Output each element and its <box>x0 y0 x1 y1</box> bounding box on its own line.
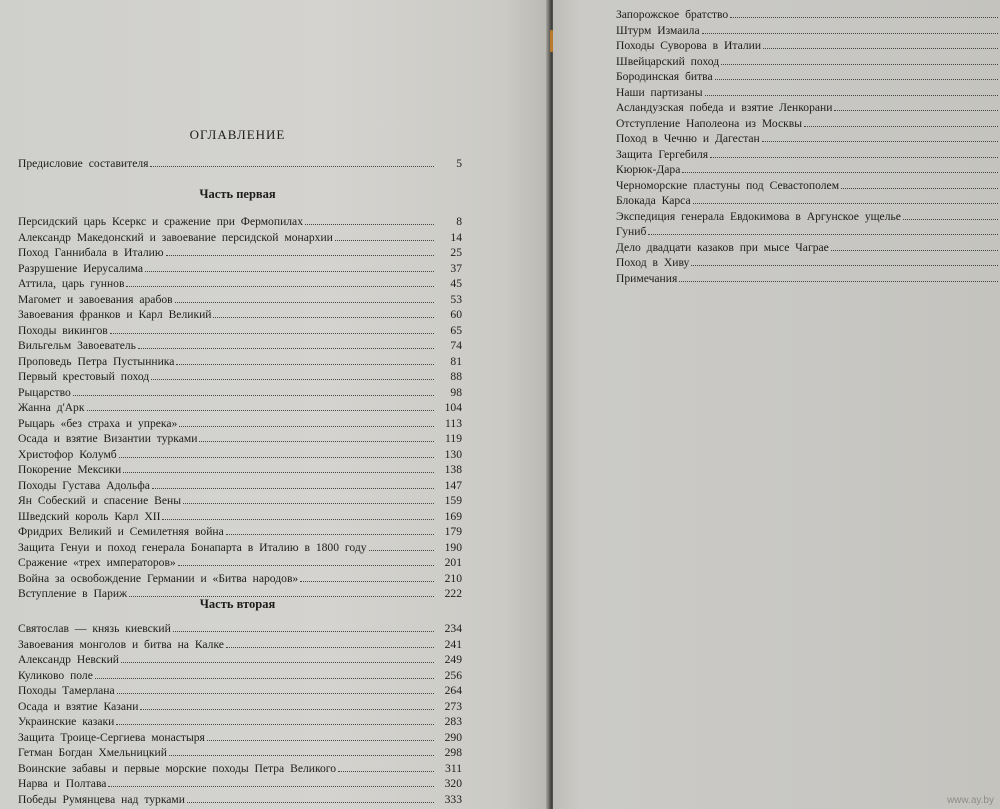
toc-entry[interactable] <box>18 307 462 323</box>
entry-title: Отступление Наполеона из Москвы <box>616 116 803 130</box>
leader-dots <box>119 457 434 458</box>
toc-entry-preface[interactable] <box>18 156 462 172</box>
entry-title: Война за освобождение Германии и «Битва народов» <box>18 571 299 585</box>
toc-entry[interactable] <box>616 209 1000 225</box>
right-page-list <box>616 7 1000 286</box>
entry-page: 273 <box>444 699 462 713</box>
leader-dots <box>702 33 998 34</box>
entry-page: 25 <box>450 246 462 259</box>
entry-page: 264 <box>444 684 462 697</box>
entry-page: 8 <box>456 215 462 228</box>
part-one-list <box>18 214 462 602</box>
leader-dots <box>151 379 434 380</box>
entry-title: Украинские казаки <box>18 715 115 728</box>
entry-page: 53 <box>450 292 462 306</box>
leader-dots <box>226 647 434 648</box>
entry-page: 159 <box>444 494 462 507</box>
leader-dots <box>162 519 434 520</box>
entry-page: 130 <box>444 447 462 461</box>
toc-entry[interactable] <box>616 38 1000 54</box>
leader-dots <box>721 64 998 65</box>
toc-entry[interactable] <box>18 385 462 401</box>
entry-title: Рыцарь «без страха и упрека» <box>18 416 178 430</box>
entry-title: Экспедиция генерала Евдокимова в Аргунское ущелье <box>616 209 901 223</box>
toc-entry[interactable] <box>18 699 462 715</box>
leader-dots <box>73 395 434 396</box>
leader-dots <box>95 678 434 679</box>
leader-dots <box>831 250 998 251</box>
entry-page: 320 <box>444 777 462 790</box>
entry-page: 249 <box>444 653 462 666</box>
entry-title: Шведский король Карл XII <box>18 509 161 523</box>
entry-title: Походы Тамерлана <box>18 684 115 697</box>
entry-title: Бородинская битва <box>616 70 713 83</box>
entry-title: Воинские забавы и первые морские походы Петра Великого <box>18 761 337 775</box>
leader-dots <box>126 286 434 287</box>
toc-entry[interactable] <box>18 761 462 777</box>
leader-dots <box>169 755 434 756</box>
entry-page: 256 <box>444 668 462 682</box>
toc-entry[interactable] <box>18 571 462 587</box>
entry-page: 104 <box>444 401 462 414</box>
toc-entry[interactable] <box>18 714 462 730</box>
entry-page: 201 <box>444 556 462 569</box>
leader-dots <box>841 188 998 189</box>
entry-title: Штурм Измаила <box>616 23 700 37</box>
leader-dots <box>176 364 434 365</box>
entry-title: Походы викингов <box>18 323 108 337</box>
leader-dots <box>369 550 434 551</box>
watermark: www.ay.by <box>946 795 994 806</box>
leader-dots <box>903 219 998 220</box>
toc-entry[interactable] <box>18 540 462 556</box>
entry-title: Защита Гергебиля <box>616 147 709 161</box>
toc-entry[interactable] <box>616 193 1000 209</box>
toc-entry[interactable] <box>18 776 462 792</box>
toc-entry[interactable] <box>18 400 462 416</box>
toc-entry[interactable] <box>616 178 1000 194</box>
leader-dots <box>682 172 998 173</box>
toc-entry[interactable] <box>18 416 462 432</box>
entry-title: Нарва и Полтава <box>18 777 107 790</box>
leader-dots <box>226 534 434 535</box>
entry-title: Разрушение Иерусалима <box>18 261 144 275</box>
toc-entry[interactable] <box>616 69 1000 85</box>
leader-dots <box>173 631 434 632</box>
entry-title: Александр Македонский и завоевание персидской монархии <box>18 230 333 244</box>
leader-dots <box>152 488 434 489</box>
toc-entry[interactable] <box>616 85 1000 101</box>
entry-title: Аттила, царь гуннов <box>18 277 125 290</box>
toc-entry[interactable] <box>18 369 462 385</box>
leader-dots <box>693 203 998 204</box>
leader-dots <box>110 333 434 334</box>
entry-title: Гетман Богдан Хмельницкий <box>18 746 167 759</box>
entry-title: Святослав — князь киевский <box>18 622 171 635</box>
leader-dots <box>335 240 434 241</box>
entry-title: Христофор Колумб <box>18 447 117 461</box>
entry-page: 60 <box>450 308 462 321</box>
entry-page: 241 <box>444 637 462 651</box>
entry-title: Гуниб <box>616 225 647 238</box>
entry-page: 169 <box>444 509 462 523</box>
leader-dots <box>145 271 434 272</box>
part-two-heading: Часть вторая <box>199 597 276 611</box>
entry-title: Запорожское братство <box>616 8 729 21</box>
entry-page: 179 <box>444 525 462 538</box>
toc-entry[interactable] <box>616 23 1000 39</box>
part-two-list <box>18 621 462 807</box>
leader-dots <box>179 426 434 427</box>
entry-title: Черноморские пластуны под Севастополем <box>616 178 840 192</box>
leader-dots <box>199 441 434 442</box>
entry-page: 190 <box>444 540 462 554</box>
toc-entry[interactable] <box>18 493 462 509</box>
entry-title: Поход в Чечню и Дагестан <box>616 132 760 145</box>
toc-entry[interactable] <box>18 431 462 447</box>
entry-page: 138 <box>444 463 462 476</box>
entry-page: 81 <box>450 354 462 368</box>
preface-list <box>18 156 462 172</box>
toc-entry[interactable] <box>18 668 462 684</box>
leader-dots <box>178 565 434 566</box>
toc-entry[interactable] <box>18 462 462 478</box>
leader-dots <box>183 503 434 504</box>
toc-entry[interactable] <box>616 54 1000 70</box>
leader-dots <box>762 141 998 142</box>
entry-title: Кюрюк-Дара <box>616 163 681 176</box>
leader-dots <box>705 95 998 96</box>
entry-title: Магомет и завоевания арабов <box>18 292 173 306</box>
entry-title: Швейцарский поход <box>616 54 720 68</box>
leader-dots <box>834 110 998 111</box>
entry-title: Ян Собеский и спасение Вены <box>18 494 181 507</box>
entry-title: Защита Троице-Сергиева монастыря <box>18 730 205 744</box>
entry-title: Жанна д'Арк <box>18 401 85 414</box>
entry-title: Проповедь Петра Пустынника <box>18 354 175 368</box>
entry-title: Персидский царь Ксеркс и сражение при Фермопилах <box>18 215 303 228</box>
entry-title: Осада и взятие Казани <box>18 699 139 713</box>
entry-title: Вступление в Париж <box>18 587 128 600</box>
toc-entry[interactable] <box>18 354 462 370</box>
entry-title: Дело двадцати казаков при мысе Чаграе <box>616 240 829 254</box>
entry-title: Покорение Мексики <box>18 463 122 476</box>
entry-page: 119 <box>445 432 462 445</box>
entry-page: 210 <box>444 571 462 585</box>
leader-dots <box>763 48 998 49</box>
leader-dots <box>166 255 435 256</box>
toc-entry[interactable] <box>616 271 1000 287</box>
toc-entry[interactable] <box>18 509 462 525</box>
entry-page: 45 <box>450 277 462 290</box>
leader-dots <box>117 693 434 694</box>
toc-entry[interactable] <box>18 276 462 292</box>
toc-entry[interactable] <box>18 730 462 746</box>
entry-title: Завоевания монголов и битва на Калке <box>18 637 224 651</box>
toc-entry[interactable] <box>18 524 462 540</box>
entry-title: Походы Суворова в Италии <box>616 39 762 52</box>
leader-dots <box>710 157 998 158</box>
entry-page: 234 <box>444 622 462 635</box>
toc-entry[interactable] <box>18 292 462 308</box>
entry-title: Вильгельм Завоеватель <box>18 339 136 352</box>
toc-entry[interactable] <box>18 637 462 653</box>
toc-entry[interactable] <box>616 224 1000 240</box>
entry-page: 333 <box>444 792 462 806</box>
toc-entry[interactable] <box>18 683 462 699</box>
toc-entry[interactable] <box>18 447 462 463</box>
entry-title: Сражение «трех императоров» <box>18 556 176 569</box>
toc-entry[interactable] <box>18 245 462 261</box>
toc-entry[interactable] <box>616 100 1000 116</box>
entry-page: 98 <box>450 385 462 399</box>
leader-dots <box>121 662 434 663</box>
leader-dots <box>87 410 435 411</box>
toc-entry[interactable] <box>18 323 462 339</box>
part-one-heading: Часть первая <box>199 187 276 201</box>
entry-page: 222 <box>444 587 462 600</box>
toc-entry[interactable] <box>616 147 1000 163</box>
entry-title: Наши партизаны <box>616 85 703 99</box>
entry-title: Поход Ганнибала в Италию <box>18 246 164 259</box>
entry-title: Асландузская победа и взятие Ленкорани <box>616 101 833 114</box>
leader-dots <box>123 472 434 473</box>
toc-entry[interactable] <box>616 131 1000 147</box>
leader-dots <box>213 317 434 318</box>
toc-entry[interactable] <box>18 745 462 761</box>
entry-title: Победы Румянцева над турками <box>18 792 185 806</box>
leader-dots <box>207 740 434 741</box>
leader-dots <box>338 771 434 772</box>
entry-page: 74 <box>450 339 462 352</box>
leader-dots <box>108 786 434 787</box>
leader-dots <box>300 581 434 582</box>
entry-page: 283 <box>444 715 462 728</box>
toc-entry[interactable] <box>18 792 462 808</box>
leader-dots <box>187 802 434 803</box>
entry-title: Александр Невский <box>18 653 119 666</box>
toc-entry[interactable] <box>18 652 462 668</box>
leader-dots <box>715 79 998 80</box>
toc-entry[interactable] <box>616 240 1000 256</box>
toc-entry[interactable] <box>18 230 462 246</box>
entry-page: 147 <box>444 478 462 492</box>
entry-page: 88 <box>450 370 462 383</box>
entry-page: 290 <box>444 730 462 744</box>
toc-entry[interactable] <box>18 478 462 494</box>
entry-title: Походы Густава Адольфа <box>18 478 150 492</box>
toc-entry[interactable] <box>18 214 462 230</box>
leader-dots <box>150 166 434 167</box>
entry-title: Блокада Карса <box>616 194 691 207</box>
entry-title: Предисловие составителя <box>18 157 149 170</box>
entry-title: Поход в Хиву <box>616 256 690 269</box>
leader-dots <box>648 234 998 235</box>
leader-dots <box>804 126 998 127</box>
leader-dots <box>175 302 434 303</box>
entry-page: 37 <box>450 261 462 275</box>
leader-dots <box>305 224 434 225</box>
entry-title: Куликово поле <box>18 668 93 682</box>
entry-page: 113 <box>445 416 462 430</box>
toc-entry[interactable] <box>616 116 1000 132</box>
toc-entry[interactable] <box>18 261 462 277</box>
entry-page: 5 <box>456 157 462 170</box>
entry-title: Фридрих Великий и Семилетняя война <box>18 525 224 538</box>
toc-entry[interactable] <box>18 621 462 637</box>
entry-title: Завоевания франков и Карл Великий <box>18 308 212 321</box>
entry-title: Первый крестовый поход <box>18 370 150 383</box>
toc-title: ОГЛАВЛЕНИЕ <box>189 127 286 142</box>
leader-dots <box>138 348 434 349</box>
entry-title: Примечания <box>616 271 678 285</box>
entry-page: 65 <box>450 323 462 337</box>
leader-dots <box>730 17 998 18</box>
entry-title: Защита Генуи и поход генерала Бонапарта в Италию в 1800 году <box>18 540 367 554</box>
entry-title: Осада и взятие Византии турками <box>18 432 198 445</box>
entry-page: 298 <box>444 746 462 759</box>
toc-entry[interactable] <box>616 7 1000 23</box>
leader-dots <box>691 265 998 266</box>
toc-entry[interactable] <box>18 555 462 571</box>
leader-dots <box>116 724 434 725</box>
leader-dots <box>679 281 998 282</box>
toc-entry[interactable] <box>616 162 1000 178</box>
entry-title: Рыцарство <box>18 385 71 399</box>
toc-entry[interactable] <box>616 255 1000 271</box>
entry-page: 14 <box>450 230 462 244</box>
toc-entry[interactable] <box>18 338 462 354</box>
leader-dots <box>140 709 434 710</box>
entry-page: 311 <box>445 761 462 775</box>
